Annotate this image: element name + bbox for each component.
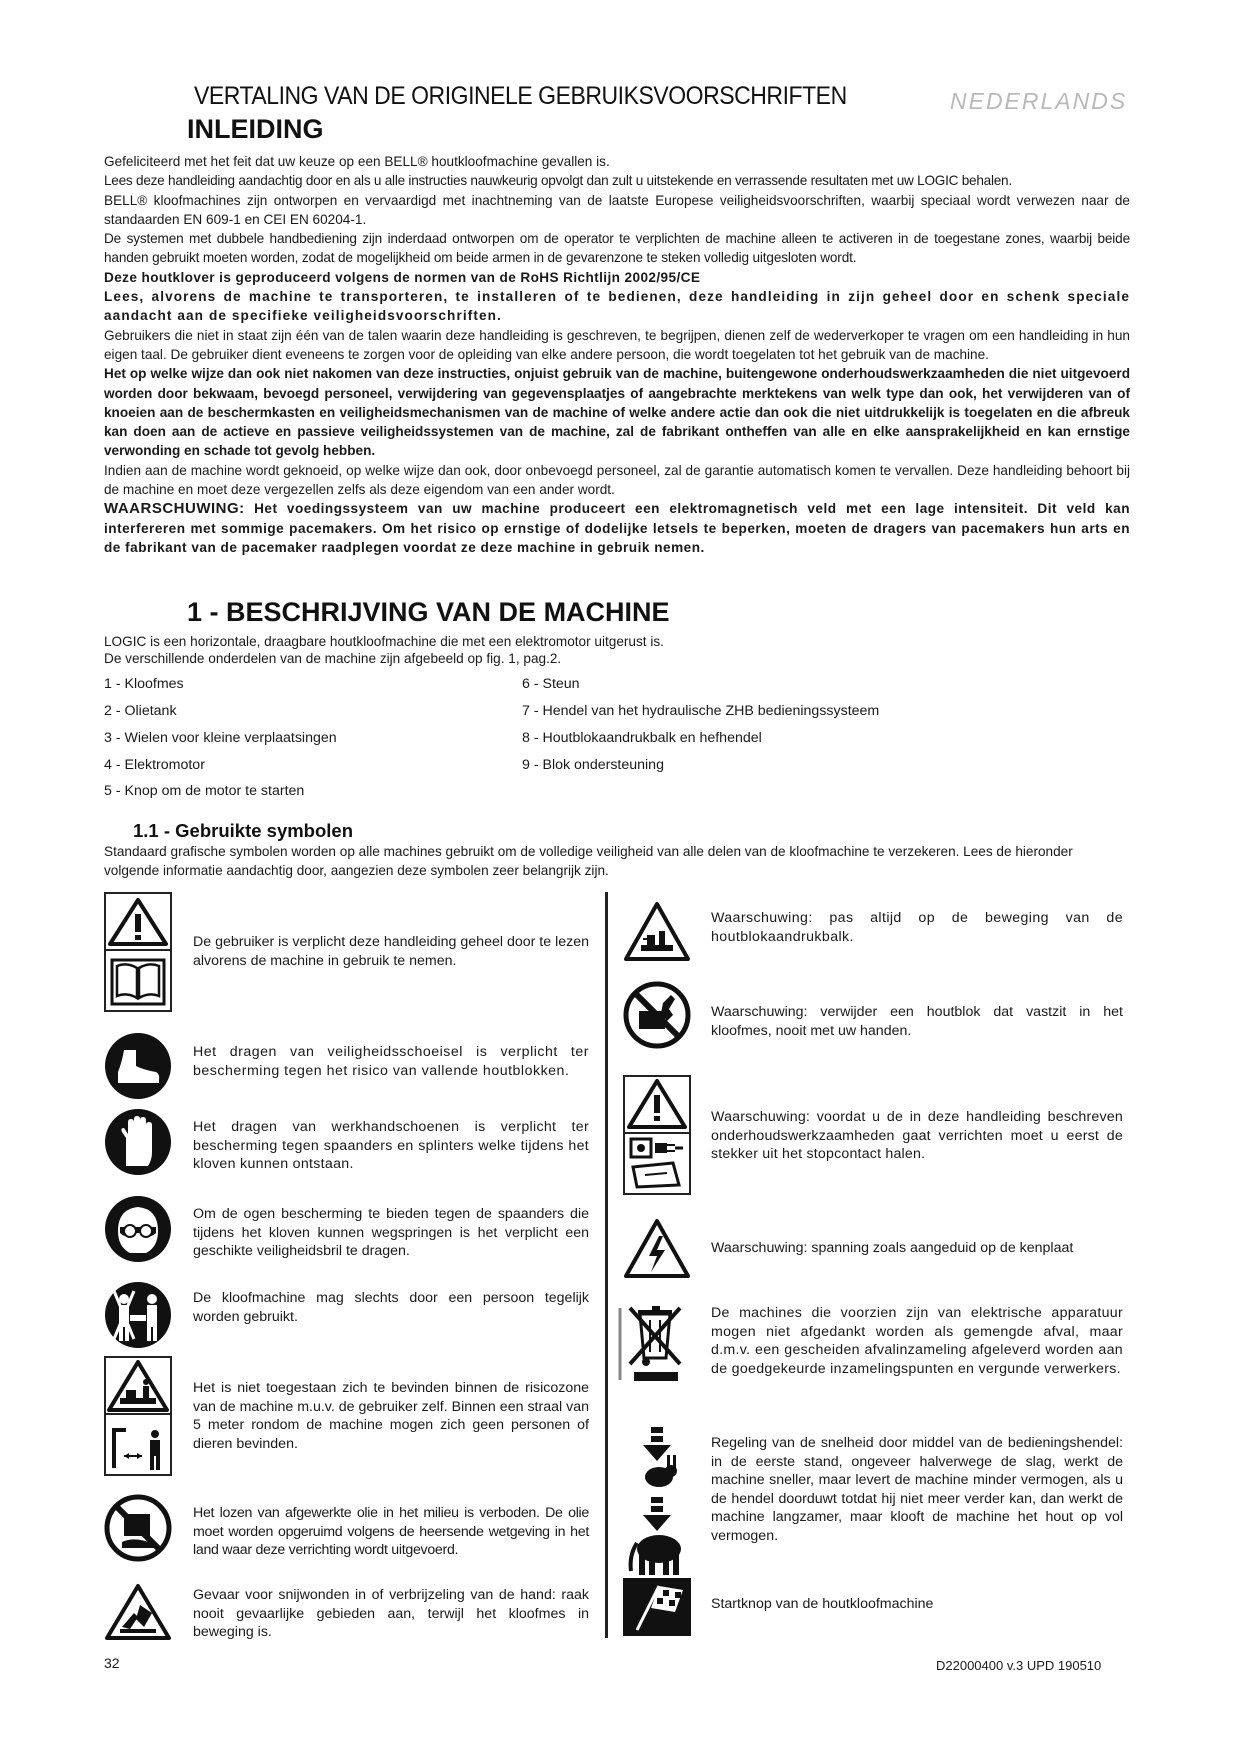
section-title-introduction: INLEIDING [187,114,324,144]
list-item: 1 - Kloofmes [104,676,184,692]
symbol-description: De machines die voorzien zijn van elektrische apparatuur mogen niet afgedankt worden als gemengde afval, maar d.m.v. een gescheiden afvalinzameling afgeleverd worden aan de goedgekeurde inzamelingspunten en vergunde verwerkers. [711,1305,1123,1377]
symbol-description-text: Het is niet toegestaan zich te bevinden binnen de risicozone van de machine m.u.v. de gebruiker zelf. Binnen een straal van 5 meter rondom de machine mogen zich geen personen of dieren bevinden. [193,1380,589,1452]
unplug-warning-icon [623,1075,691,1195]
symbol-description: Waarschuwing: pas altijd op de beweging van de houtblokaandrukbalk. [711,910,1123,945]
intro-paragraph: Gebruikers die niet in staat zijn één van de talen waarin deze handleiding is geschreven, te begrijpen, dienen zelf de wederverkoper te vragen om een handleiding in hun eigen taal. De gebruiker dient eveneens te zorgen voor de opleiding van elke andere persoon, die wordt toegelaten tot het gebruik van de machine. [104,327,1130,362]
section-title-machine-description: 1 - BESCHRIJVING VAN DE MACHINE [187,597,670,627]
symbol-description: Het dragen van werkhandschoenen is verplicht ter bescherming tegen spaanders en splinters welke tijdens het kloven kunnen ontstaan. [193,1119,589,1172]
intro-paragraph: BELL® kloofmachines zijn ontworpen en vervaardigd met inachtneming van de laatste Europese veiligheidsvoorschriften, waarbij speciaal wordt verwezen naar de standaarden EN 609-1 en CEI EN 60204-1. [104,192,1130,227]
pusher-warning-icon [623,901,691,963]
intro-paragraph: Lees deze handleiding aandachtig door en als u alle instructies nauwkeurig opvolgt dan zult u uitstekende en verrassende resultaten met uw LOGIC behalen. [104,173,1012,189]
symbol-description: Het dragen van veiligheidsschoeisel is verplicht ter bescherming tegen het risico van vallende houtblokken. [193,1044,589,1079]
list-item: 7 - Hendel van het hydraulische ZHB bedieningssysteem [522,703,880,719]
pacemaker-warning [104,499,1130,557]
section-title-symbols: 1.1 - Gebruikte symbolen [133,820,354,841]
intro-paragraph: De systemen met dubbele handbediening zijn inderdaad ontworpen om de operator te verplichten de machine alleen te activeren in de toegestane zones, waarbij beide handen gebruikt moeten worden, zodat de mogelijkheid om beide armen in de gevarenzone te steken volledig uitgesloten wordt. [104,231,1130,266]
symbol-description [193,1379,589,1453]
weee-bin-icon [618,1300,688,1390]
symbol-description: Om de ogen bescherming te bieden tegen de spaanders die tijdens het kloven kunnen wegspringen is het verplicht een geschikte veiligheidsbril te dragen. [193,1206,589,1259]
list-item: 5 - Knop om de motor te starten [104,783,305,799]
rohs-statement: Deze houtklover is geproduceerd volgens de normen van de RoHS Richtlijn 2002/95/CE [104,269,701,285]
safety-shoes-icon [104,1032,172,1100]
intro-paragraph: Gefeliciteerd met het feit dat uw keuze op een BELL® houtkloofmachine gevallen is. [104,154,610,169]
page-number: 32 [104,1655,120,1671]
list-item: 3 - Wielen voor kleine verplaatsingen [104,730,337,746]
symbol-description: Startknop van de houtkloofmachine [711,1596,934,1612]
warning-text: Het voedingssysteem van uw machine produceert een elektromagnetisch veld met een lage intensiteit. Dit veld kan interfereren met sommige pacemakers. Om het risico op ernstige of dodelijke letsels te beperken, moeten de dragers van pacemakers hun arts en de fabrikant van de pacemaker raadplegen voordat ze deze machine in gebruik nemen. [104,501,1130,555]
symbols-intro-text: Standaard grafische symbolen worden op alle machines gebruikt om de volledige veiligheid van alle delen van de kloofmachine te verzekeren. Lees de hieronder volgende informatie aandachtig door, aangezien deze symbolen zeer belangrijk zijn. [104,844,1073,878]
no-oil-dumping-icon [104,1494,172,1562]
gloves-icon [104,1108,172,1176]
column-divider [605,892,608,1638]
list-item: 9 - Blok ondersteuning [522,757,664,773]
symbol-description: De gebruiker is verplicht deze handleiding geheel door te lezen alvorens de machine in gebruik te nemen. [193,934,589,969]
speed-control-icon [623,1425,691,1580]
description-line: De verschillende onderdelen van de machine zijn afgebeeld op fig. 1, pag.2. [104,651,562,666]
machine-description [104,633,1130,667]
symbol-description: De kloofmachine mag slechts door een persoon tegelijk worden gebruikt. [193,1290,589,1325]
symbol-description: Waarschuwing: voordat u de in deze handleiding beschreven onderhoudswerkzaamheden gaat verrichten moet u eerst de stekker uit het stopcontact halen. [711,1109,1123,1162]
symbol-description: Waarschuwing: verwijder een houtblok dat vastzit in het kloofmes, nooit met uw handen. [711,1004,1123,1039]
list-item: 2 - Olietank [104,703,177,719]
language-label: NEDERLANDS [950,88,1128,114]
symbol-description: Waarschuwing: spanning zoals aangeduid op de kenplaat [711,1240,1074,1256]
list-item: 4 - Elektromotor [104,757,205,773]
introduction-text [104,152,1130,557]
symbol-description: Het lozen van afgewerkte olie in het milieu is verboden. De olie moet worden opgeruimd volgens de heersende wetgeving in het land waar deze verrichting wordt uitgevoerd. [193,1505,589,1558]
warning-label: WAARSCHUWING: [104,500,245,518]
safety-goggles-icon [104,1195,172,1263]
read-before-use-statement: Lees, alvorens de machine te transporteren, te installeren of te bedienen, deze handleiding in zijn geheel door en schenk speciale aandacht aan de specifieke veiligheidsvoorschriften. [104,289,1130,324]
symbol-description: Regeling van de snelheid door middel van de bedieningshendel: in de eerste stand, ongeveer halverwege de slag, werkt de machine sneller, maar levert de machine minder vermogen, als u de hendel doorduwt totdat hij niet meer verder kan, dan werkt de machine langzamer, maar klooft de machine het hout op vol vermogen. [711,1435,1123,1544]
voltage-icon [623,1218,691,1280]
hand-crush-icon [104,1583,172,1641]
read-manual-icon [104,892,172,1012]
start-flag-icon [623,1578,691,1636]
danger-zone-icon [104,1356,172,1476]
list-item: 8 - Houtblokaandrukbalk en hefhendel [522,730,762,746]
symbol-description: Gevaar voor snijwonden in of verbrijzeling van de hand: raak nooit gevaarlijke gebieden aan, terwijl het kloofmes in beweging is. [193,1587,589,1640]
no-hands-icon [623,981,691,1049]
document-title: VERTALING VAN DE ORIGINELE GEBRUIKSVOORSCHRIFTEN [194,82,847,110]
symbols-intro [104,842,1130,880]
document-code: D22000400 v.3 UPD 190510 [936,1658,1102,1673]
liability-statement: Het op welke wijze dan ook niet nakomen van deze instructies, onjuist gebruik van de machine, buitengewone onderhoudswerkzaamheden die niet uitgevoerd worden door bekwaam, bevoegd personeel, verwijdering van gegevensplaatjes of aangebrachte merktekens van welk type dan ook, het verwijderen van of knoeien aan de beschermkasten en veiligheidsmechanismen van de machine of welke andere actie dan ook die niet uitdrukkelijk is toegelaten en die afbreuk kan doen aan de actieve en passieve veiligheidssystemen van de machine, zal de fabrikant ontheffen van alle en elke aansprakelijkheid en kan ernstige verwonding en schade tot gevolg hebben. [104,366,1130,459]
list-item: 6 - Steun [522,676,580,692]
single-operator-icon [104,1281,172,1349]
intro-paragraph: Indien aan de machine wordt geknoeid, op welke wijze dan ook, door onbevoegd personeel, zal de garantie automatisch komen te vervallen. Deze handleiding behoort bij de machine en moet deze vergezellen zelfs als deze eigendom van een ander wordt. [104,462,1130,498]
description-line: LOGIC is een horizontale, draagbare houtkloofmachine die met een elektromotor uitgerust is. [104,634,664,649]
